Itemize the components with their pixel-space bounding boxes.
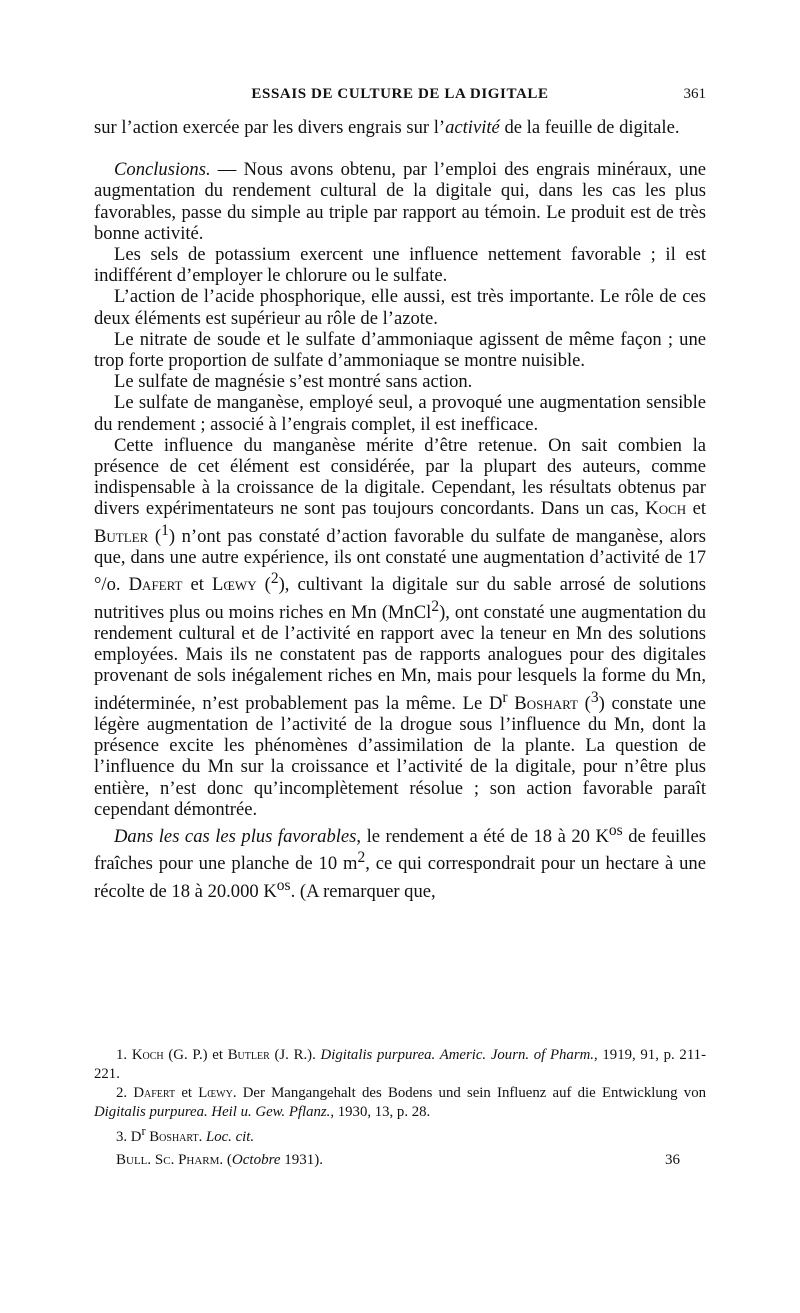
superscript: os <box>276 876 291 894</box>
text-run: — Nous avons obtenu, par l’emploi des engrais minéraux, une augmentation du rendement cultural de la digitale qui, dans les cas les plus favorables, passe du simple au triple par rapport au témoin. Le produit est de très bonne activité. <box>94 159 706 244</box>
paragraph-nitrate: Le nitrate de soude et le sulfate d’ammoniaque agissent de même façon ; une trop forte proportion de sulfate d’ammoniaque se montre nuisible. <box>94 328 706 372</box>
running-header <box>94 86 706 110</box>
body-text <box>94 117 706 902</box>
author-name: Koch <box>131 1047 164 1063</box>
paragraph-magnesie: Le sulfate de magnésie s’est montré sans action. <box>114 371 473 393</box>
text-run: ) constate une légère augmentation de l’activité de la drogue sous l’influence du Mn, dont la présence excite les phénomènes d’assimilation de la plante. La question de l’influence du Mn sur la croissance et l’activité de la digitale, pour n’être plus entière, n’est donc qu’incomplètement résolue ; son action favorable paraît cependant démontrée. <box>94 692 707 820</box>
text-run: Cette influence du manganèse mérite d’être retenue. On sait combien la présence de cet élément est considérée, par la plupart des auteurs, comme indispensable à la croissance de la digitale. Cependant, les résultats obtenus par divers expérimentateurs ne sont pas toujours concordants. Dans un cas, <box>94 434 706 520</box>
footnotes <box>94 1046 706 1147</box>
italic-run: Dans les cas les plus favorables <box>114 826 357 848</box>
text-run: de feuilles fraîches pour une planche de 10 m <box>94 826 706 875</box>
running-title: ESSAIS DE CULTURE DE LA DIGITALE <box>251 86 549 102</box>
footnote-ref: 2 <box>270 570 279 588</box>
text-run: sur l’action exercée par les divers engrais sur l’ <box>94 117 446 138</box>
footnote-2 <box>94 1084 706 1122</box>
journal-title: Digitalis purpurea. Heil u. Gew. Pflanz. <box>94 1104 331 1120</box>
author-name: Koch <box>645 498 687 520</box>
superscript: 2 <box>431 597 440 615</box>
superscript: 2 <box>357 849 366 867</box>
page-footer <box>94 1152 706 1174</box>
text-run: ) n’ont pas constaté d’action favorable du sulfate de manganèse, alors que, dans une autre expérience, ils ont constaté une augmentation d’activité de 17 °/o. <box>94 525 706 596</box>
journal-abbrev: Bull. Sc. Pharm. <box>116 1152 224 1168</box>
paragraph-phosphoric: L’action de l’acide phosphorique, elle aussi, est très importante. Le rôle de ces deux éléments est supérieur au rôle de l’azote. <box>94 286 706 329</box>
author-name: Lœwy <box>198 1085 233 1101</box>
journal-title: Digitalis purpurea. Americ. Journ. of Pharm. <box>320 1047 594 1063</box>
footnote-1 <box>94 1046 706 1084</box>
text-run: ( <box>577 692 591 714</box>
text-run: ( <box>256 574 271 596</box>
footnote-number: 2. <box>116 1085 134 1101</box>
footnote-number: 3. D <box>116 1128 142 1145</box>
text-run: et <box>175 1085 199 1101</box>
text-run: (J. R.). <box>269 1047 321 1063</box>
author-name: Butler <box>227 1047 270 1063</box>
text-run: , 1919, 91, p. 211-221. <box>94 1047 706 1082</box>
text-run: ), ont constaté une augmentation du rendement cultural et de l’activité en rapport avec la teneur en Mn des solutions employées. Mais ils ne constatent pas de rapports analogues pour des digitales provenant de sols inégalement riches en Mn, mais pour lesquels la forme du Mn, indéterminée, n’est probablement pas la même. Le D <box>94 601 707 714</box>
text-run: ( <box>148 525 162 547</box>
text-run: , ce qui correspondrait pour un hectare à une récolte de 18 à 20.000 K <box>94 853 706 903</box>
superscript: os <box>608 822 623 840</box>
footnote-ref: 1 <box>161 521 169 539</box>
footnote-ref: 3 <box>590 688 599 706</box>
author-name: Dafert <box>128 574 183 596</box>
signature-number: 36 <box>665 1152 680 1168</box>
text-run: (G. P.) et <box>163 1047 228 1063</box>
text-run: de la feuille de digitale. <box>499 117 680 138</box>
superscript: r <box>502 688 508 706</box>
author-name: Boshart <box>507 692 578 714</box>
paragraph-rendement <box>94 820 706 902</box>
italic-run: Loc. cit. <box>205 1128 255 1145</box>
author-name: Butler <box>94 525 149 547</box>
text-run: ( <box>223 1152 232 1168</box>
text-run: et <box>182 574 213 596</box>
superscript: r <box>141 1124 146 1138</box>
footnote-number: 1. <box>116 1047 132 1063</box>
author-name: Dafert <box>133 1085 176 1101</box>
paragraph-manganese: Le sulfate de manganèse, employé seul, a provoqué une augmentation sensible du rendement ; associé à l’engrais complet, il est inefficace. <box>94 392 706 435</box>
paragraph-0 <box>94 117 706 138</box>
text-run: . <box>198 1128 206 1145</box>
text-run: , 1930, 13, p. 28. <box>330 1104 431 1120</box>
text-run: . Der Mangangehalt des Bodens und sein Influenz auf die Entwicklung von <box>232 1085 706 1101</box>
text-run: et <box>686 498 706 520</box>
italic-run: Octobre <box>231 1152 281 1168</box>
paragraph-potassium: Les sels de potassium exercent une influence nettement favorable ; il est indifférent d’employer le chlorure ou le sulfate. <box>94 244 706 287</box>
italic-run: activité <box>445 117 500 138</box>
author-name: Boshart <box>145 1128 199 1145</box>
text-run: , le rendement a été de 18 à 20 K <box>356 826 609 848</box>
paragraph-manganese-influence <box>94 435 706 820</box>
footnote-3 <box>94 1122 706 1147</box>
author-name: Lœwy <box>212 574 257 596</box>
text-run: 1931). <box>280 1152 324 1168</box>
section-heading: Conclusions. <box>114 159 211 181</box>
paragraph-conclusions <box>94 159 706 244</box>
text-run: . (A remarquer que, <box>290 881 436 903</box>
page-number: 361 <box>683 86 706 102</box>
journal-signature <box>116 1152 323 1169</box>
text-run: ), cultivant la digitale sur du sable arrosé de solutions nutritives plus ou moins riches en Mn (MnCl <box>94 574 706 623</box>
